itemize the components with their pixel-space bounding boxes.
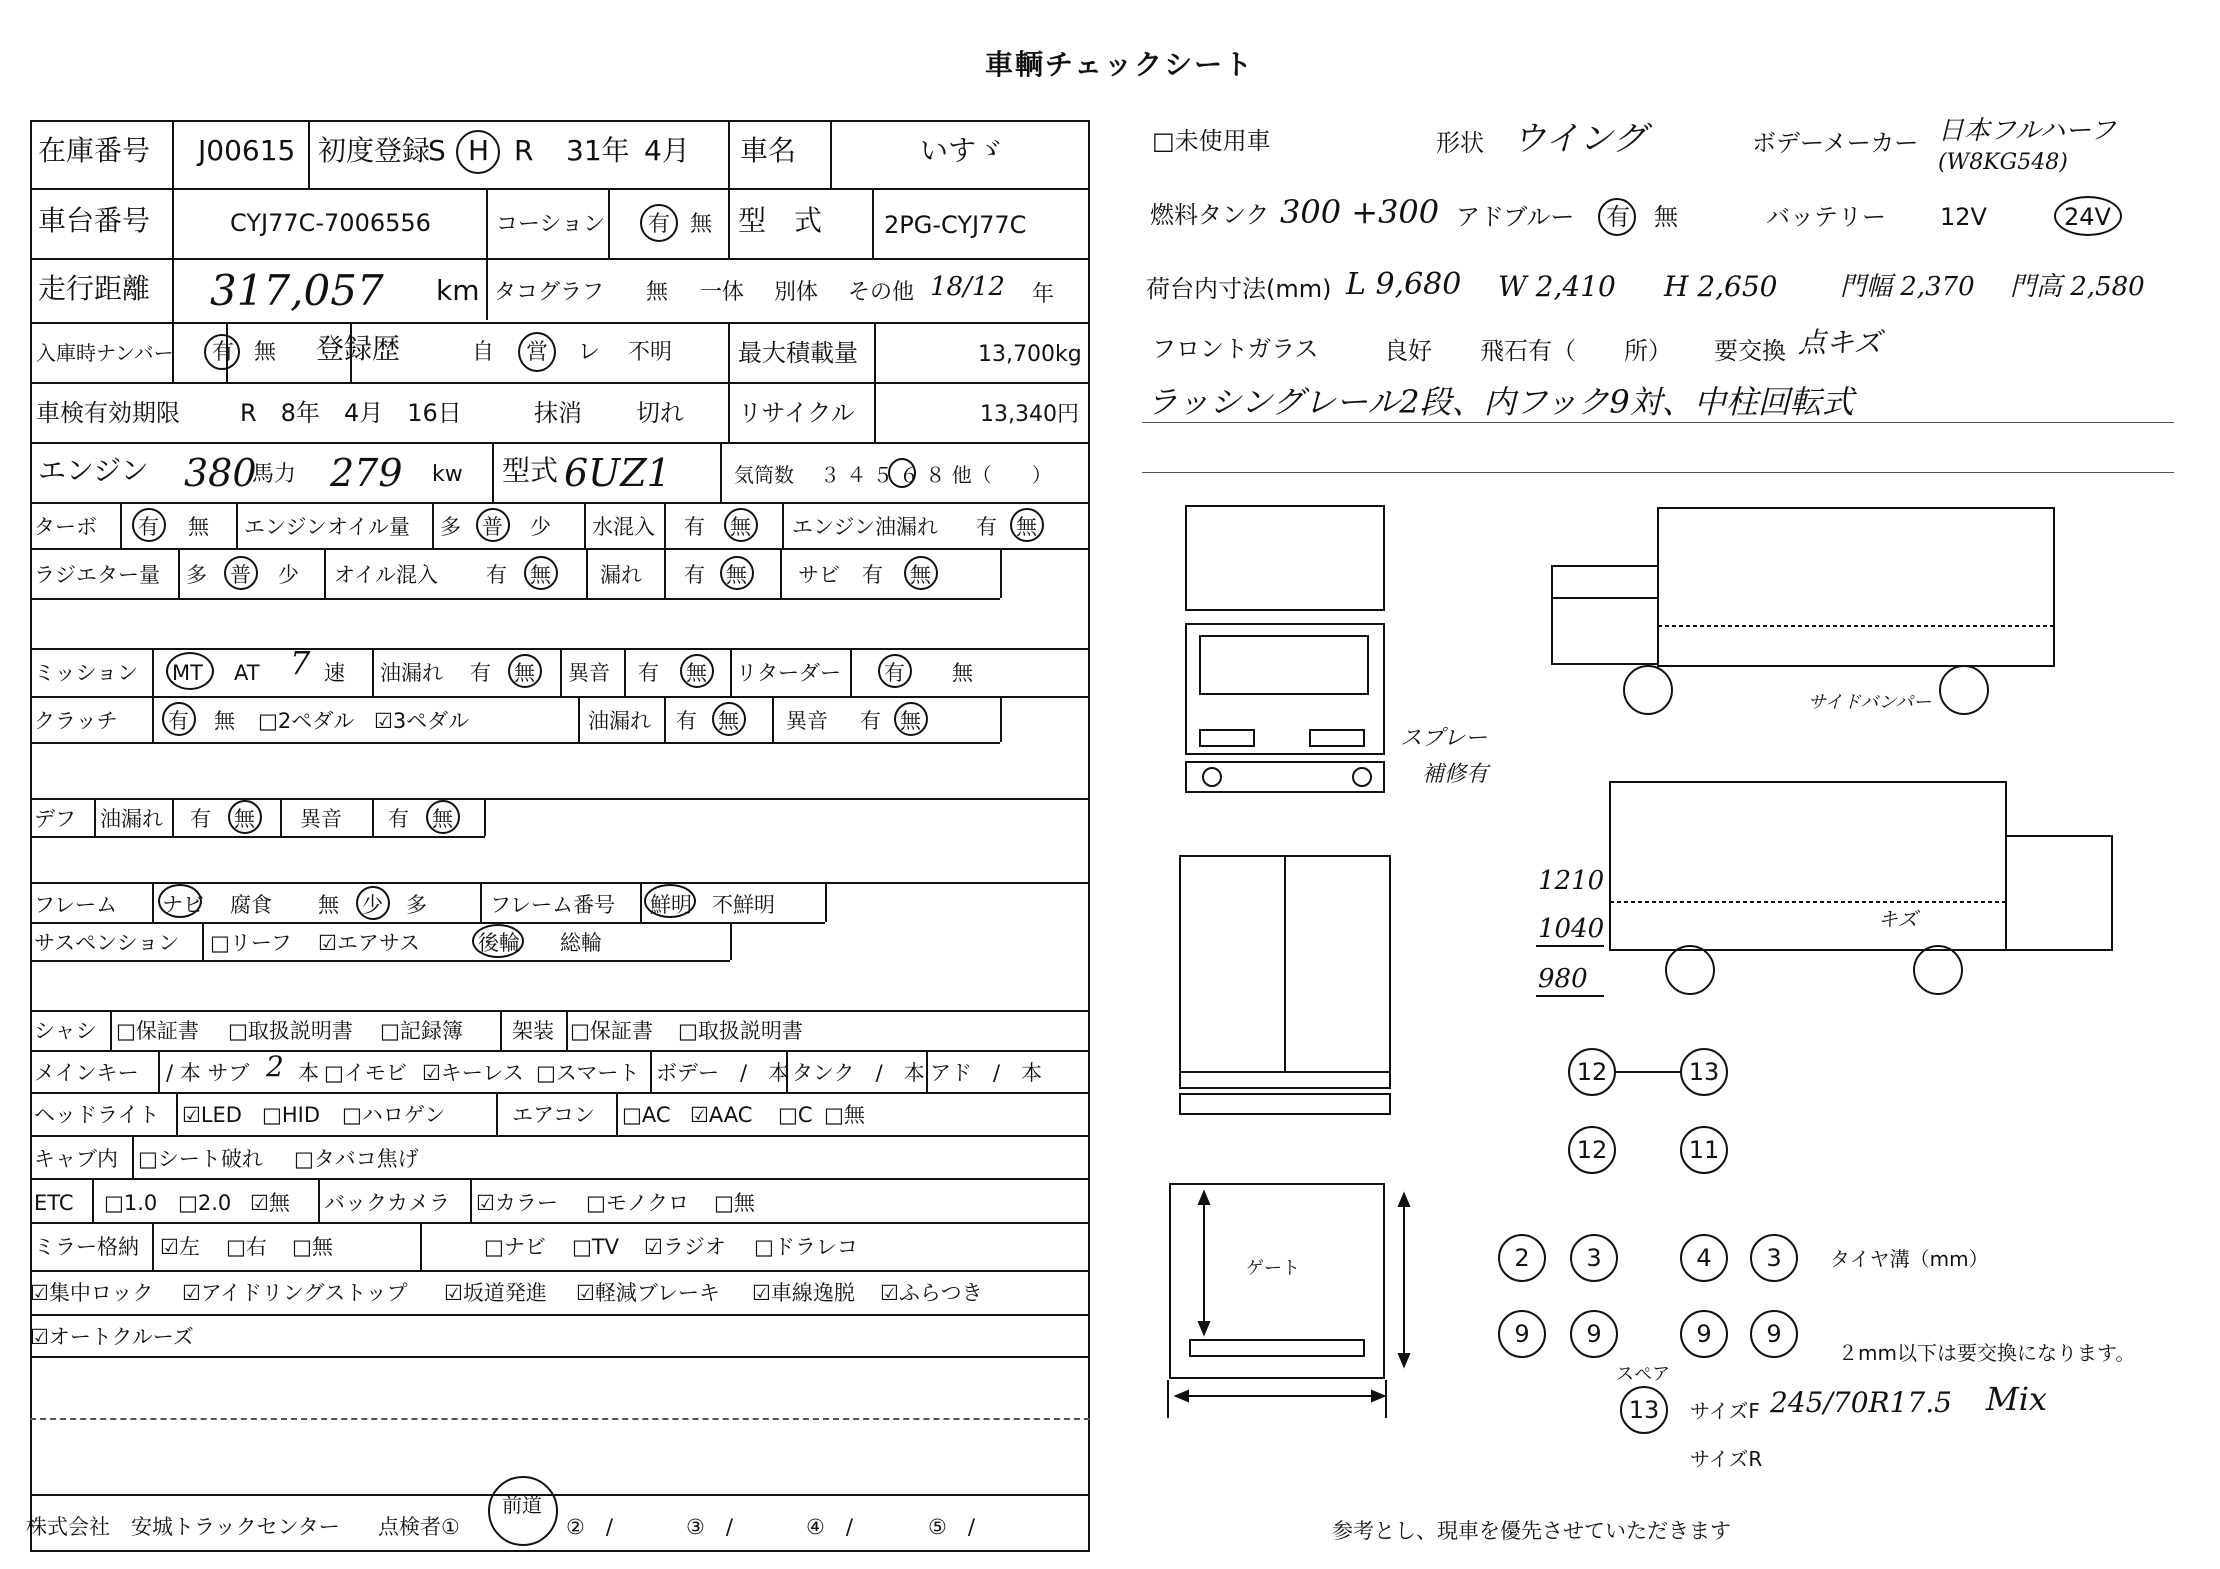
cruise: ☑オートクルーズ: [30, 1325, 194, 1349]
battery-24v: 24V: [2064, 203, 2111, 231]
rad-normal: 普: [230, 563, 251, 587]
company: 株式会社 安城トラックセンター: [26, 1515, 340, 1539]
frame-clear: 鮮明: [650, 893, 692, 917]
adblue-label: アドブルー: [1456, 203, 1575, 231]
turbo-no: 無: [188, 515, 209, 539]
tank-key: タンク / 本: [792, 1061, 925, 1085]
smart: □スマート: [536, 1061, 640, 1085]
tire-rear-6: 9: [1570, 1310, 1618, 1358]
air-sus: ☑エアサス: [318, 931, 420, 955]
inner-h: H 2,650: [1664, 270, 1778, 303]
car-name-label: 車名: [740, 134, 797, 167]
mission-noise: 異音: [568, 661, 610, 685]
retarder-label: リターダー: [736, 661, 841, 685]
navi: □ナビ: [484, 1235, 546, 1259]
recycle: 13,340円: [980, 402, 1079, 427]
engine-model: 6UZ1: [564, 451, 671, 495]
frame-no-label: フレーム番号: [490, 893, 616, 917]
stock-label: 在庫番号: [38, 134, 151, 167]
rad-few: 少: [278, 563, 299, 587]
diff-label: デフ: [34, 807, 76, 831]
halogen: □ハロゲン: [342, 1103, 446, 1127]
tacho-other: その他: [848, 280, 915, 305]
model: 2PG-CYJ77C: [884, 211, 1027, 239]
cab-label: キャブ内: [34, 1147, 118, 1171]
body-docs-label: 架装: [512, 1019, 554, 1043]
coating-yes: 有: [648, 212, 671, 237]
at: AT: [234, 661, 260, 685]
body-maker-code: (W8KG548): [1938, 150, 2068, 175]
era-h: H: [468, 134, 490, 167]
inspector-label: 点検者①: [378, 1515, 460, 1539]
tire-front-left: 12: [1568, 1048, 1616, 1096]
sus-rear: 後輪: [478, 931, 520, 955]
first-reg-label: 初度登録: [318, 134, 431, 167]
clutch-leak-no: 無: [718, 709, 739, 733]
tire-rear-5: 9: [1498, 1310, 1546, 1358]
inspection-label: 車検有効期限: [36, 399, 180, 427]
oil-many: 多: [440, 515, 461, 539]
mirror-none: □無: [292, 1235, 333, 1259]
frame-unclear: 不鮮明: [712, 893, 775, 917]
etc20: □2.0: [178, 1191, 232, 1215]
spray-note: スプレー: [1400, 726, 1488, 751]
size-f-label: サイズF: [1690, 1399, 1760, 1423]
body-maker-label: ボデーメーカー: [1752, 129, 1919, 157]
shape: ウイング: [1512, 119, 1647, 159]
reg-unknown: 不明: [628, 340, 673, 365]
slot-3: ③ /: [686, 1515, 733, 1539]
battery-label: バッテリー: [1766, 203, 1886, 231]
shape-label: 形状: [1436, 129, 1484, 157]
body-key: ボデー / 本: [656, 1061, 790, 1085]
speeds: 7: [290, 644, 311, 682]
era-r: R: [514, 134, 534, 167]
radiator-label: ラジエター量: [34, 563, 160, 587]
tire-note: ２mm以下は要交換になります。: [1838, 1341, 2136, 1365]
manual2: □取扱説明書: [678, 1019, 803, 1043]
reg-history-label: 登録歴: [316, 332, 401, 365]
chassis-label: 車台番号: [38, 204, 151, 237]
slot-4: ④ /: [806, 1515, 853, 1539]
diff-noise-no: 無: [432, 807, 453, 831]
hp-unit: 馬力: [252, 462, 297, 487]
height-1040: 1040: [1538, 914, 1605, 944]
inspector-stamp: 前道: [502, 1493, 542, 1517]
retarder-yes: 有: [884, 661, 905, 685]
aac: ☑AAC: [690, 1103, 753, 1127]
etc-none: ☑無: [250, 1191, 290, 1215]
hill: ☑坂道発進: [444, 1281, 547, 1305]
kw-unit: kw: [432, 462, 463, 487]
rust-label: サビ: [798, 563, 840, 587]
clutch-noise: 異音: [786, 709, 828, 733]
sub-count: 2: [266, 1050, 284, 1083]
max-load: 13,700kg: [978, 342, 1082, 367]
mission-noise-yes: 有: [638, 661, 659, 685]
stock-no: J00615: [198, 134, 296, 167]
brake: ☑軽減ブレーキ: [576, 1281, 720, 1305]
max-load-label: 最大積載量: [738, 339, 858, 367]
engine-model-label: 型式: [502, 454, 559, 487]
ac-c: □C: [778, 1103, 813, 1127]
mt: MT: [172, 661, 203, 685]
clutch-noise-no: 無: [900, 709, 921, 733]
turbo-label: ターボ: [34, 515, 97, 539]
size-mix: Mix: [1986, 1380, 2048, 1418]
oil-mix-label: オイル混入: [334, 563, 438, 587]
mission-noise-no: 無: [686, 661, 707, 685]
corrosion-no: 無: [318, 893, 339, 917]
door-width: 門幅 2,370: [1840, 272, 1975, 302]
tire-label: タイヤ溝（mm）: [1830, 1247, 1989, 1271]
hid: □HID: [262, 1103, 320, 1127]
leak-no: 無: [726, 563, 747, 587]
first-reg-month: 4月: [644, 134, 690, 167]
clutch-no: 無: [214, 709, 235, 733]
diff-noise: 異音: [300, 807, 342, 831]
rad-many: 多: [186, 563, 207, 587]
height-1210: 1210: [1538, 866, 1605, 896]
corrosion-many: 多: [406, 893, 427, 917]
ad-key: アド / 本: [930, 1061, 1043, 1085]
main-key-label: メインキー: [34, 1061, 139, 1085]
immobi: □イモビ: [324, 1061, 407, 1085]
gate-label: ゲート: [1246, 1258, 1300, 1279]
etc-label: ETC: [34, 1191, 74, 1215]
chassis-no: CYJ77C-7006556: [230, 209, 431, 237]
battery-12v: 12V: [1940, 203, 1987, 231]
year-unit: 年: [1032, 282, 1055, 307]
size-r-label: サイズR: [1690, 1447, 1763, 1471]
etc10: □1.0: [104, 1191, 158, 1215]
eng-leak-no: 無: [1016, 515, 1037, 539]
mirror-label: ミラー格納: [34, 1235, 139, 1259]
door-height: 門高 2,580: [2010, 272, 2145, 302]
suspension-label: サスペンション: [34, 931, 180, 955]
water-yes: 有: [684, 515, 705, 539]
height-980: 980: [1538, 964, 1588, 994]
leaf: □リーフ: [210, 931, 292, 955]
cam-none: □無: [714, 1191, 755, 1215]
expired: 切れ: [636, 399, 684, 427]
cyl-label: 気筒数: [734, 463, 794, 487]
lane: ☑車線逸脱: [752, 1281, 855, 1305]
spare-label: スペア: [1616, 1364, 1670, 1385]
remarks: ラッシングレール2段、内フック9対、中柱回転式: [1146, 383, 1854, 421]
mileage-label: 走行距離: [38, 272, 151, 305]
plate-no: 無: [254, 340, 277, 365]
cancelled: 抹消: [534, 399, 582, 427]
slot-2: ② /: [566, 1515, 613, 1539]
tacho-integrated: 一体: [700, 280, 745, 305]
glass-label: フロントガラス: [1152, 335, 1319, 363]
tire-rear-7: 9: [1680, 1310, 1728, 1358]
tacho-separate: 別体: [774, 280, 819, 305]
mission-leak-no: 無: [514, 661, 535, 685]
warranty: □保証書: [116, 1019, 199, 1043]
water-mix-label: 水混入: [592, 515, 655, 539]
fuel: 300 +300: [1280, 193, 1440, 231]
km-unit: km: [436, 274, 480, 307]
tire-mid-left: 12: [1568, 1126, 1616, 1174]
kw-value: 279: [330, 451, 403, 495]
key-hon: 本: [298, 1061, 319, 1085]
side-bumper-note: サイドバンパー: [1808, 692, 1932, 713]
tv: □TV: [572, 1235, 620, 1259]
mirror-right: □右: [226, 1235, 267, 1259]
idling: ☑アイドリングストップ: [182, 1281, 408, 1305]
tire-rear-3: 4: [1680, 1234, 1728, 1282]
manual: □取扱説明書: [228, 1019, 353, 1043]
inner-label: 荷台内寸法(mm): [1146, 275, 1332, 303]
back-cam-label: バックカメラ: [324, 1191, 450, 1215]
diff-oil-leak: 油漏れ: [100, 807, 163, 831]
speed-unit: 速: [324, 661, 345, 685]
headlight-label: ヘッドライト: [34, 1103, 160, 1127]
corrosion: 腐食: [230, 893, 272, 917]
tacho-none: 無: [646, 280, 669, 305]
frame-label: フレーム: [34, 893, 118, 917]
model-label: 型 式: [738, 204, 823, 237]
coating-label: コーション: [496, 212, 606, 237]
fuel-label: 燃料タンク: [1150, 201, 1270, 229]
tire-rear-8: 9: [1750, 1310, 1798, 1358]
sus-all: 総輪: [560, 931, 602, 955]
cam-color: ☑カラー: [476, 1191, 558, 1215]
coating-no: 無: [690, 212, 713, 237]
tire-rear-4: 3: [1750, 1234, 1798, 1282]
wobble: ☑ふらつき: [880, 1281, 983, 1305]
ac: □AC: [622, 1103, 671, 1127]
water-no: 無: [730, 515, 751, 539]
mission-leak-yes: 有: [470, 661, 491, 685]
radio: ☑ラジオ: [644, 1235, 726, 1259]
engine-leak-label: エンジン油漏れ: [792, 515, 938, 539]
first-reg-year: 31年: [566, 134, 630, 167]
leak-yes: 有: [684, 563, 705, 587]
inner-w: W 2,410: [1498, 270, 1616, 303]
reg-rental: レ: [578, 340, 601, 365]
oilmix-yes: 有: [486, 563, 507, 587]
inspection-date: R 8年 4月 16日: [240, 399, 462, 427]
rust-no: 無: [910, 563, 931, 587]
retarder-no: 無: [952, 661, 973, 685]
tire-rear-2: 3: [1570, 1234, 1618, 1282]
body-maker: 日本フルハーフ: [1938, 116, 2116, 146]
engine-oil-label: エンジンオイル量: [244, 515, 410, 539]
eng-leak-yes: 有: [976, 515, 997, 539]
pedal2: □2ペダル: [258, 709, 355, 733]
dot-scratch: 点キズ: [1798, 326, 1882, 359]
reg-own: 自: [472, 340, 495, 365]
glass-replace: 要交換: [1714, 337, 1786, 365]
engine-label: エンジン: [38, 454, 149, 487]
adblue-yes: 有: [1606, 203, 1630, 231]
tacho-date: 18/12: [930, 272, 1005, 302]
tobacco: □タバコ焦げ: [294, 1147, 419, 1171]
leak-label: 漏れ: [600, 563, 642, 587]
reg-business: 営: [526, 340, 549, 365]
mileage: 317,057: [210, 266, 384, 315]
turbo-yes: 有: [138, 515, 159, 539]
warranty2: □保証書: [570, 1019, 653, 1043]
record: □記録簿: [380, 1019, 463, 1043]
ac-none: □無: [824, 1103, 865, 1127]
rust-yes: 有: [862, 563, 883, 587]
corrosion-few: 少: [362, 893, 383, 917]
scratch-note: キズ: [1878, 907, 1918, 931]
clutch-yes: 有: [168, 709, 189, 733]
footer-note: 参考とし、現車を優先させていただきます: [1332, 1519, 1731, 1543]
frame-scratch: ナビ: [162, 893, 204, 917]
tire-rear-1: 2: [1498, 1234, 1546, 1282]
pedal3: ☑3ペダル: [374, 709, 470, 733]
aircon-label: エアコン: [512, 1103, 595, 1127]
seat: □シート破れ: [138, 1147, 263, 1171]
era-s: S: [428, 134, 446, 167]
inner-l: L 9,680: [1346, 267, 1462, 302]
keyless: ☑キーレス: [422, 1061, 524, 1085]
mirror-left: ☑左: [160, 1235, 200, 1259]
key-count: / 本 サブ: [166, 1061, 250, 1085]
chassis-docs-label: シャシ: [34, 1019, 97, 1043]
clutch-noise-yes: 有: [860, 709, 881, 733]
led: ☑LED: [182, 1103, 242, 1127]
cyl-options: ３ ４ ５ ６ ８ 他（ ）: [820, 463, 1052, 487]
diff-noise-yes: 有: [388, 807, 409, 831]
diff-leak-no: 無: [234, 807, 255, 831]
adblue-no: 無: [1654, 203, 1678, 231]
cam-mono: □モノクロ: [586, 1191, 690, 1215]
oil-few: 少: [530, 515, 551, 539]
clutch-oil-leak: 油漏れ: [588, 709, 651, 733]
car-name: いすゞ: [920, 134, 1005, 167]
tire-front-right: 13: [1680, 1048, 1728, 1096]
unused: □未使用車: [1152, 127, 1271, 155]
tire-spare: 13: [1620, 1386, 1668, 1434]
clutch-label: クラッチ: [34, 709, 118, 733]
size-f: 245/70R17.5: [1770, 1386, 1952, 1419]
plate-label: 入庫時ナンバー: [36, 341, 174, 365]
diff-leak-yes: 有: [190, 807, 211, 831]
hp-value: 380: [184, 451, 257, 495]
slot-5: ⑤ /: [928, 1515, 975, 1539]
tire-mid-right: 11: [1680, 1126, 1728, 1174]
recycle-label: リサイクル: [738, 399, 855, 427]
oilmix-no: 無: [530, 563, 551, 587]
dashcam: □ドラレコ: [754, 1235, 858, 1259]
page-title: 車輌チェックシート: [985, 48, 1255, 81]
damage-note: 補修有: [1422, 762, 1489, 787]
central-lock: ☑集中ロック: [30, 1281, 154, 1305]
glass-good: 良好: [1384, 337, 1432, 365]
mission-label: ミッション: [34, 661, 139, 685]
oil-normal: 普: [482, 515, 503, 539]
plate-yes: 有: [212, 340, 235, 365]
mission-oil-leak: 油漏れ: [380, 661, 443, 685]
clutch-leak-yes: 有: [676, 709, 697, 733]
glass-chip: 飛石有（ 所）: [1480, 337, 1672, 365]
tacho-label: タコグラフ: [494, 280, 605, 305]
